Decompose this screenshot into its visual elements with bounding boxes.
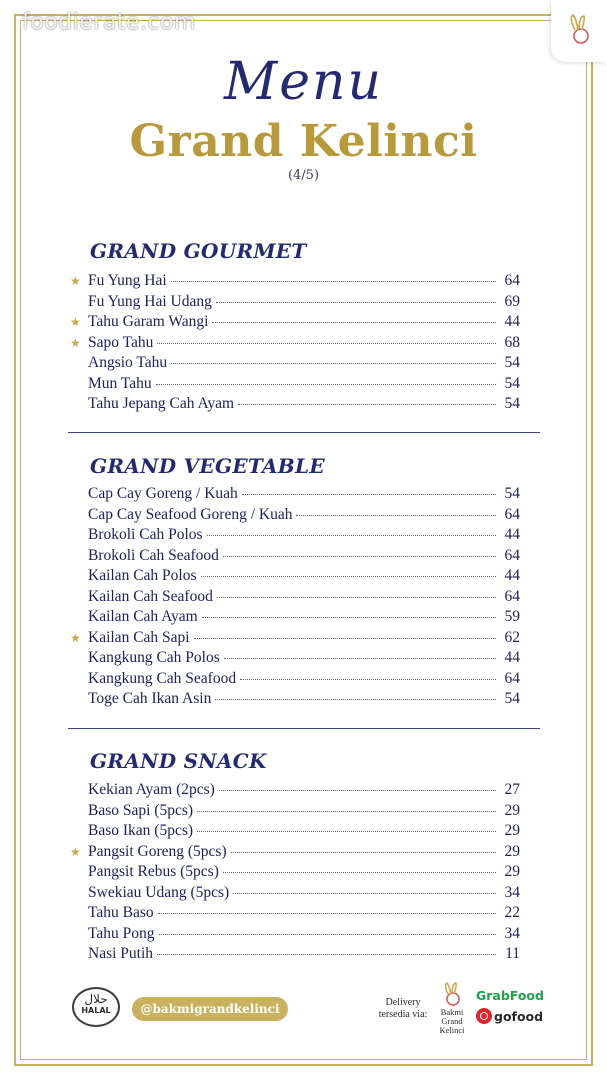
menu-item-name: Kangkung Cah Seafood bbox=[88, 669, 237, 687]
gofood-icon bbox=[476, 1008, 492, 1024]
menu-item-name: Tahu Pong bbox=[88, 924, 155, 942]
brand-title: Grand Kelinci bbox=[129, 116, 478, 167]
menu-item-price: 54 bbox=[504, 690, 520, 707]
menu-item bbox=[70, 313, 520, 334]
menu-item-price: 54 bbox=[504, 485, 520, 502]
dot-leader bbox=[171, 280, 496, 282]
star-icon: ★ bbox=[70, 274, 81, 288]
menu-item bbox=[70, 272, 520, 293]
dot-leader bbox=[224, 657, 496, 659]
dot-leader bbox=[215, 698, 496, 700]
menu-item-price: 44 bbox=[504, 526, 520, 543]
menu-item-price: 44 bbox=[504, 313, 520, 330]
dot-leader bbox=[197, 810, 496, 812]
menu-item-name: Kailan Cah Seafood bbox=[88, 587, 213, 605]
menu-item-name: Kailan Cah Ayam bbox=[88, 608, 198, 625]
dot-leader bbox=[157, 342, 496, 344]
item-list-grand-gourmet bbox=[70, 272, 520, 416]
menu-title: Menu bbox=[224, 52, 383, 112]
menu-item bbox=[70, 629, 520, 650]
menu-item-price: 29 bbox=[504, 863, 520, 880]
menu-item bbox=[70, 567, 520, 588]
menu-item-name: Toge Cah Ikan Asin bbox=[88, 690, 212, 707]
menu-item-price: 44 bbox=[504, 649, 520, 666]
menu-item-price: 11 bbox=[505, 945, 520, 962]
menu-item bbox=[70, 485, 520, 506]
instagram-handle[interactable]: @bakmigrandkelinci bbox=[132, 997, 288, 1021]
dot-leader bbox=[233, 892, 496, 894]
menu-item-price: 64 bbox=[504, 546, 520, 564]
menu-item-price: 54 bbox=[504, 354, 520, 371]
menu-item bbox=[70, 690, 520, 711]
menu-item bbox=[70, 526, 520, 547]
menu-item bbox=[70, 547, 520, 568]
menu-item bbox=[70, 293, 520, 314]
menu-item bbox=[70, 588, 520, 609]
dot-leader bbox=[219, 789, 496, 791]
footer bbox=[0, 980, 607, 1040]
dot-leader bbox=[217, 596, 496, 598]
item-list-grand-snack bbox=[70, 781, 520, 966]
section-title-grand-snack: GRAND SNACK bbox=[90, 749, 267, 773]
menu-item-name: Cap Cay Seafood Goreng / Kuah bbox=[88, 505, 293, 523]
item-list-grand-vegetable bbox=[70, 485, 520, 711]
delivery-label-line-2: tersedia via: bbox=[378, 1009, 428, 1020]
dot-leader bbox=[296, 514, 496, 516]
menu-item-name: Kangkung Cah Polos bbox=[88, 649, 220, 666]
delivery-label-line-1: Delivery bbox=[385, 997, 421, 1008]
dot-leader bbox=[231, 851, 496, 853]
menu-item-name: Fu Yung Hai bbox=[88, 272, 167, 289]
menu-item-price: 68 bbox=[504, 333, 520, 351]
bakmi-brand-label bbox=[432, 1008, 472, 1035]
menu-item bbox=[70, 925, 520, 946]
grabfood-logo[interactable]: GrabFood bbox=[476, 988, 544, 1003]
dot-leader bbox=[240, 678, 496, 680]
menu-item-price: 34 bbox=[504, 924, 520, 942]
menu-item bbox=[70, 670, 520, 691]
menu-item bbox=[70, 649, 520, 670]
menu-item-name: Baso Sapi (5pcs) bbox=[88, 801, 194, 819]
menu-item-price: 44 bbox=[504, 567, 520, 584]
delivery-label bbox=[372, 997, 434, 1021]
menu-item bbox=[70, 781, 520, 802]
menu-item-name: Tahu Baso bbox=[88, 904, 154, 921]
section-divider bbox=[68, 432, 540, 433]
menu-item bbox=[70, 395, 520, 416]
menu-item bbox=[70, 884, 520, 905]
dot-leader bbox=[223, 871, 496, 873]
menu-item-name: Mun Tahu bbox=[88, 374, 152, 392]
menu-item bbox=[70, 506, 520, 527]
halal-arabic-text: حلال bbox=[84, 992, 108, 1006]
menu-item bbox=[70, 334, 520, 355]
gofood-logo[interactable] bbox=[476, 1008, 543, 1024]
menu-item-name: Swekiau Udang (5pcs) bbox=[88, 883, 230, 901]
menu-item-price: 29 bbox=[504, 801, 520, 819]
menu-item-name: Kailan Cah Polos bbox=[88, 567, 197, 584]
menu-item-name: Brokoli Cah Seafood bbox=[88, 546, 219, 564]
menu-item-name: Cap Cay Goreng / Kuah bbox=[88, 485, 238, 502]
section-title-grand-gourmet: GRAND GOURMET bbox=[90, 239, 307, 263]
menu-item-price: 29 bbox=[504, 842, 520, 860]
bakmi-rabbit-icon bbox=[436, 980, 468, 1008]
menu-item-name: Fu Yung Hai Udang bbox=[88, 292, 212, 310]
section-title-grand-vegetable: GRAND VEGETABLE bbox=[90, 454, 325, 478]
star-icon: ★ bbox=[70, 844, 81, 859]
menu-item bbox=[70, 843, 520, 864]
menu-item-price: 54 bbox=[504, 374, 520, 392]
star-icon: ★ bbox=[70, 335, 81, 350]
dot-leader bbox=[158, 912, 496, 914]
menu-item bbox=[70, 863, 520, 884]
menu-item-price: 64 bbox=[504, 669, 520, 687]
dot-leader bbox=[159, 933, 496, 935]
dot-leader bbox=[223, 555, 496, 557]
watermark: foodierate.com bbox=[22, 10, 196, 35]
halal-logo bbox=[72, 987, 120, 1027]
menu-item-name: Kekian Ayam (2pcs) bbox=[88, 781, 215, 798]
menu-item-price: 29 bbox=[504, 822, 520, 839]
halal-label: HALAL bbox=[81, 1006, 111, 1015]
bakmi-label-line-1: Bakmi bbox=[440, 1007, 464, 1017]
menu-item-price: 64 bbox=[504, 505, 520, 523]
menu-item bbox=[70, 822, 520, 843]
dot-leader bbox=[156, 383, 496, 385]
star-icon: ★ bbox=[70, 315, 81, 329]
page-indicator: (4/5) bbox=[287, 168, 320, 183]
bakmi-label-line-3: Kelinci bbox=[439, 1025, 465, 1035]
menu-item-price: 34 bbox=[504, 883, 520, 901]
menu-item-price: 62 bbox=[504, 628, 520, 646]
menu-item bbox=[70, 375, 520, 396]
menu-item-name: Pangsit Goreng (5pcs) bbox=[88, 842, 227, 860]
dot-leader bbox=[238, 403, 496, 405]
menu-item-price: 69 bbox=[504, 292, 520, 310]
section-divider bbox=[68, 728, 540, 729]
dot-leader bbox=[201, 575, 497, 577]
bakmi-label-line-2: Grand bbox=[441, 1016, 463, 1026]
menu-item-price: 27 bbox=[504, 781, 520, 798]
menu-item-price: 54 bbox=[504, 395, 520, 412]
dot-leader bbox=[207, 534, 496, 536]
dot-leader bbox=[194, 637, 496, 639]
menu-item-name: Tahu Jepang Cah Ayam bbox=[88, 395, 235, 412]
menu-item-name: Baso Ikan (5pcs) bbox=[88, 822, 194, 839]
dot-leader bbox=[171, 362, 496, 364]
menu-item-name: Kailan Cah Sapi bbox=[88, 628, 190, 646]
menu-item bbox=[70, 802, 520, 823]
menu-item-price: 59 bbox=[504, 608, 520, 625]
menu-item bbox=[70, 354, 520, 375]
menu-item-name: Sapo Tahu bbox=[88, 333, 154, 351]
star-icon: ★ bbox=[70, 630, 81, 645]
menu-item-price: 64 bbox=[504, 272, 520, 289]
dot-leader bbox=[202, 616, 496, 618]
dot-leader bbox=[212, 321, 496, 323]
dot-leader bbox=[216, 301, 496, 303]
menu-item-name: Angsio Tahu bbox=[88, 354, 168, 371]
gofood-label: gofood bbox=[494, 1008, 544, 1024]
dot-leader bbox=[242, 493, 496, 495]
menu-item-name: Brokoli Cah Polos bbox=[88, 526, 203, 543]
menu-item bbox=[70, 608, 520, 629]
menu-item-name: Tahu Garam Wangi bbox=[88, 313, 209, 330]
menu-item-price: 64 bbox=[504, 587, 520, 605]
menu-item-price: 22 bbox=[504, 904, 520, 921]
dot-leader bbox=[157, 953, 496, 955]
dot-leader bbox=[197, 830, 496, 832]
menu-item bbox=[70, 945, 520, 966]
menu-item-name: Nasi Putih bbox=[88, 945, 154, 962]
menu-item-name: Pangsit Rebus (5pcs) bbox=[88, 863, 219, 880]
menu-item bbox=[70, 904, 520, 925]
